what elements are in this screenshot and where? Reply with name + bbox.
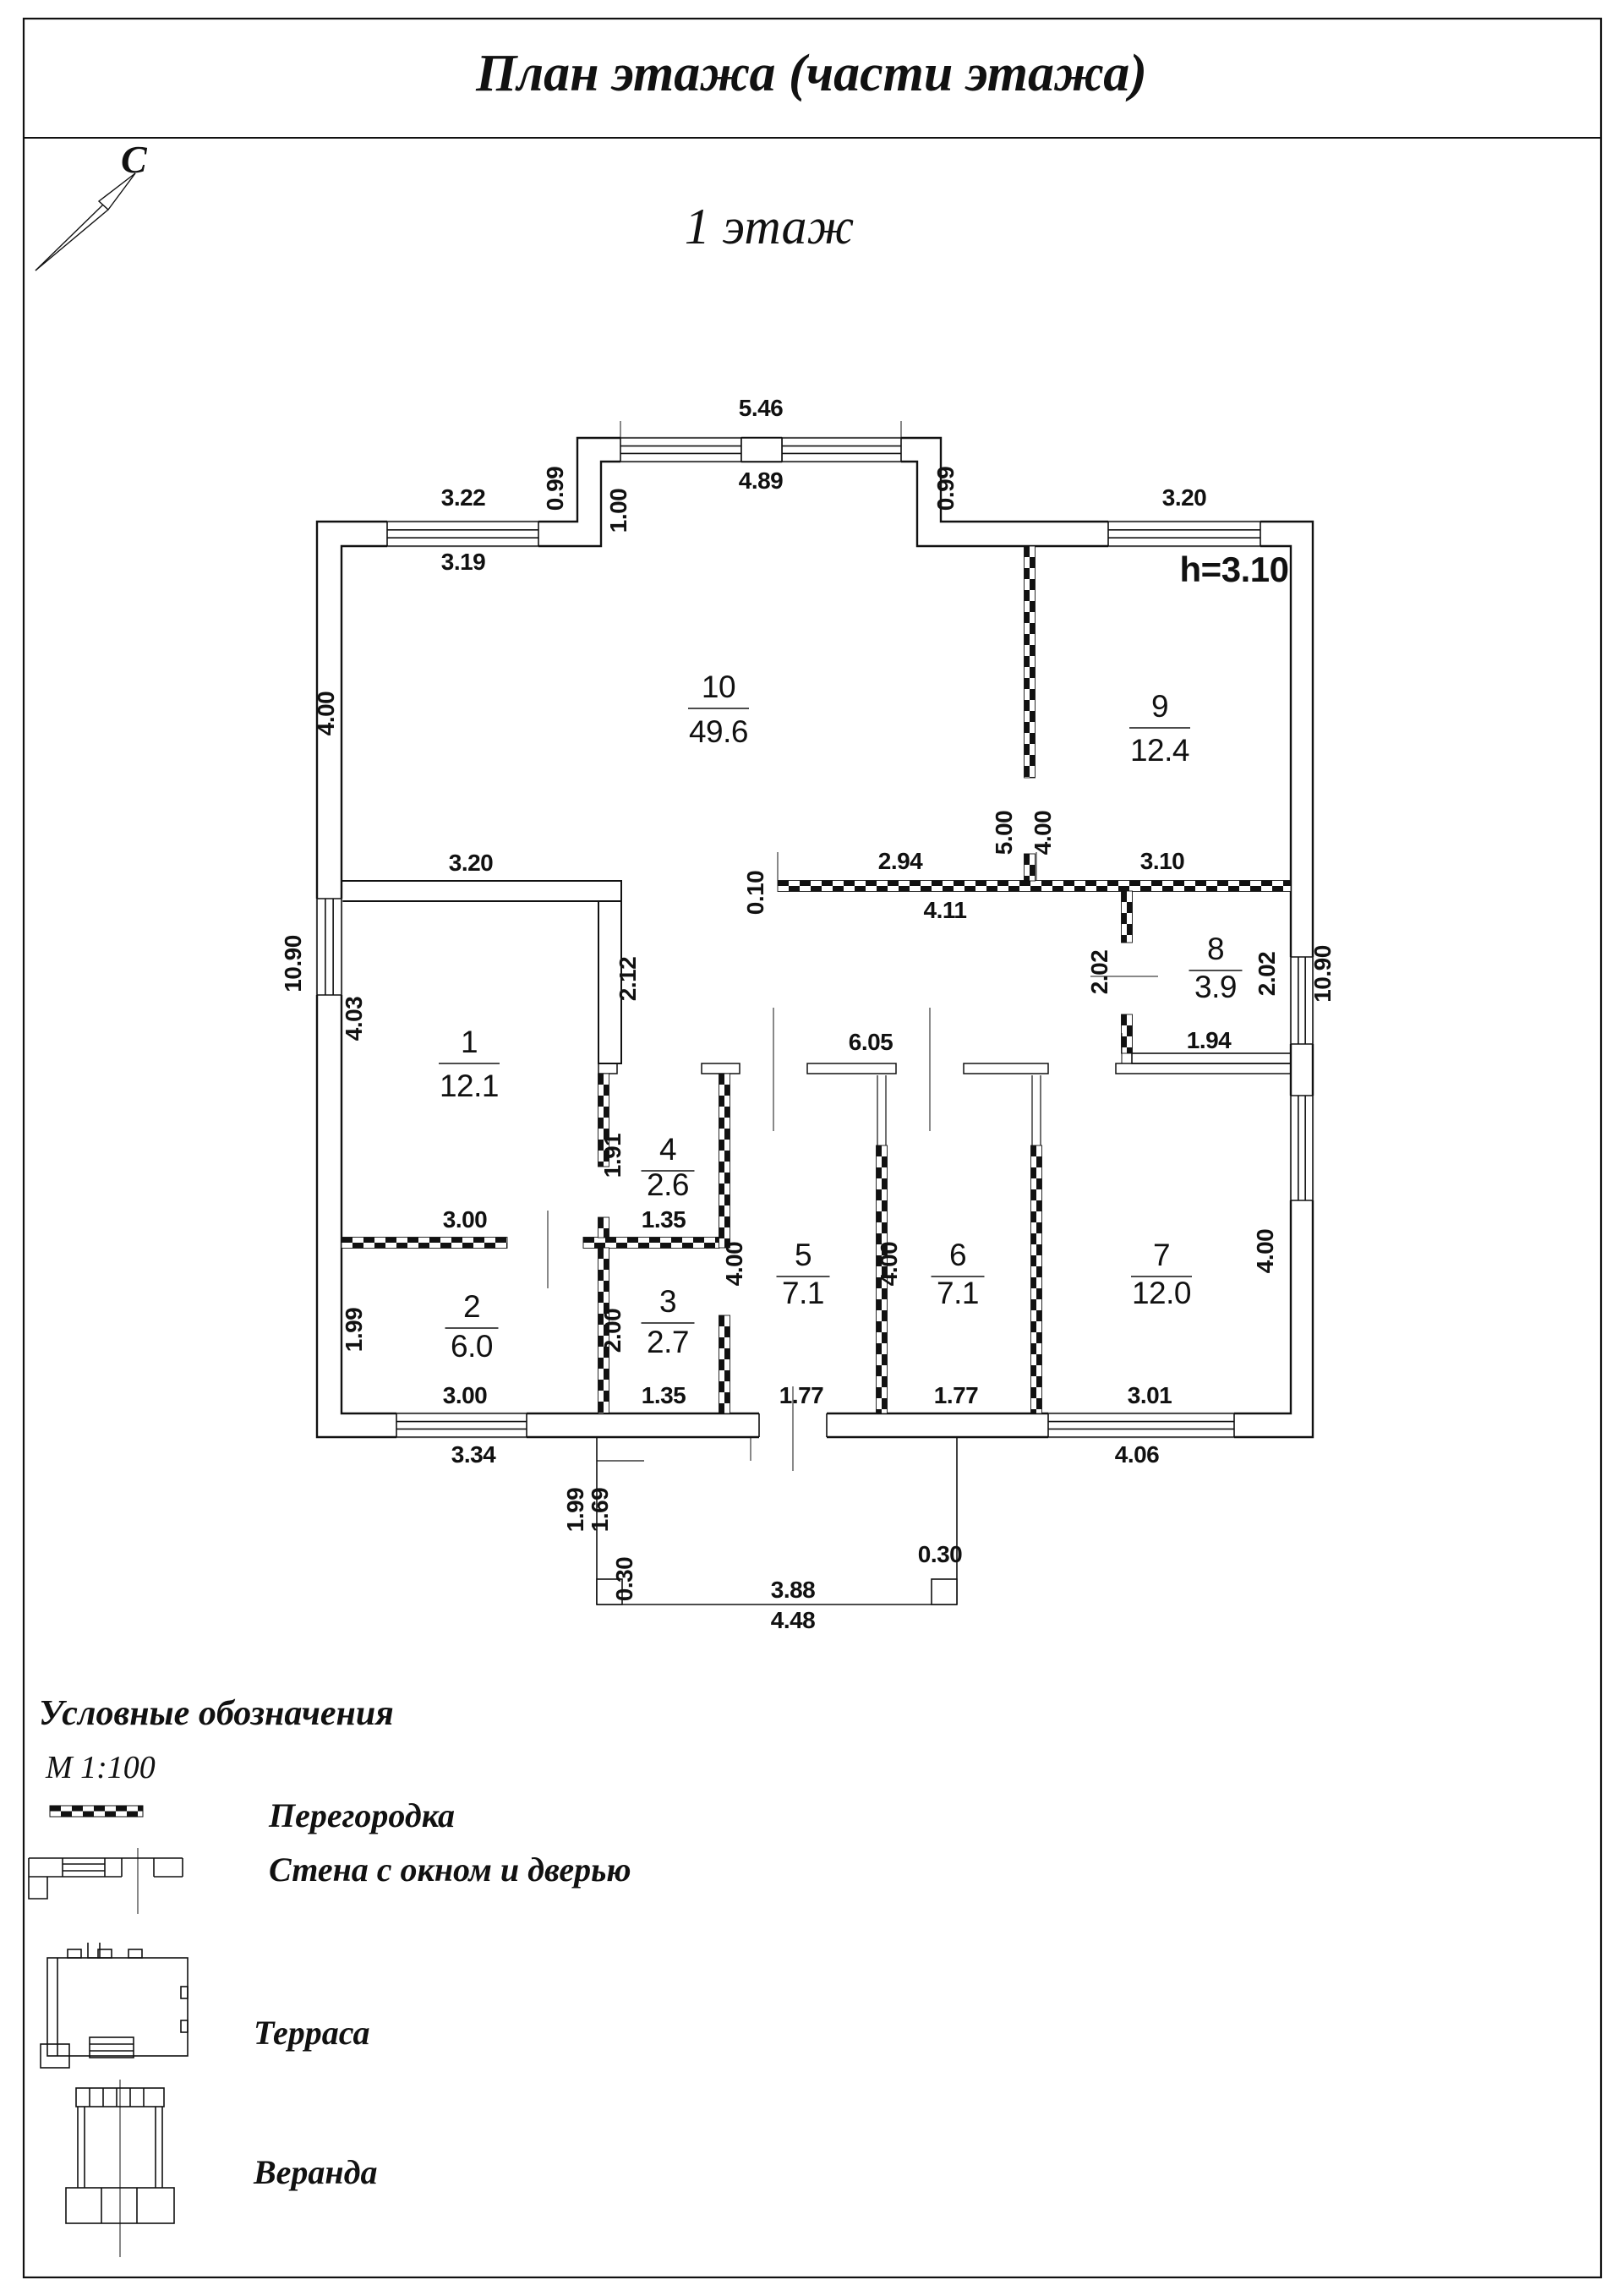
room-number: 2 bbox=[462, 1289, 481, 1324]
interior-wall bbox=[702, 1063, 740, 1074]
dimension-label: 0.99 bbox=[932, 466, 959, 511]
dimension-label: 10.90 bbox=[1309, 945, 1336, 1003]
mask bbox=[316, 899, 343, 995]
dimension-label: 0.10 bbox=[742, 870, 768, 916]
mask bbox=[1108, 521, 1260, 548]
dimension-label: 3.00 bbox=[442, 1206, 488, 1233]
dimension-label: 1.99 bbox=[341, 1307, 367, 1353]
room-number: 8 bbox=[1206, 932, 1225, 966]
room-number: 6 bbox=[948, 1238, 967, 1272]
dimension-label: 3.00 bbox=[442, 1382, 488, 1408]
interior-wall bbox=[1116, 1063, 1291, 1074]
room-area: 49.6 bbox=[688, 714, 749, 749]
dimension-label: 4.89 bbox=[738, 467, 784, 494]
page-title: План этажа (части этажа) bbox=[476, 45, 1147, 102]
dimension-label: 5.46 bbox=[738, 395, 784, 421]
dimension-label: 1.77 bbox=[933, 1382, 979, 1408]
north-label: С bbox=[121, 138, 147, 181]
dimension-label: 1.35 bbox=[641, 1206, 686, 1233]
room-area: 7.1 bbox=[782, 1276, 824, 1310]
wall-window-door-symbol-icon bbox=[22, 1846, 191, 1917]
room-area: 2.7 bbox=[647, 1325, 689, 1359]
dimension-label: 2.12 bbox=[615, 956, 641, 1002]
room-area: 12.4 bbox=[1129, 733, 1190, 768]
dimension-label: 4.00 bbox=[313, 691, 339, 736]
legend-item-wall-window-door: Стена с окном и дверью bbox=[269, 1850, 631, 1889]
room-number: 1 bbox=[460, 1025, 478, 1059]
legend-scale: М 1:100 bbox=[46, 1750, 156, 1785]
room-number: 10 bbox=[701, 670, 736, 704]
dimension-label: 4.00 bbox=[1030, 810, 1056, 856]
outer-wall-inner-face bbox=[342, 462, 1291, 1413]
dimension-label: 3.01 bbox=[1127, 1382, 1172, 1408]
dimension-label: 1.00 bbox=[605, 488, 631, 533]
legend-item-terrace: Терраса bbox=[254, 2014, 370, 2052]
room-number: 7 bbox=[1152, 1238, 1171, 1272]
dimension-label: 3.34 bbox=[451, 1441, 496, 1468]
room-number: 3 bbox=[658, 1284, 677, 1319]
dimension-label: 3.20 bbox=[448, 850, 494, 876]
window-pier bbox=[741, 438, 782, 462]
dimension-label: 4.48 bbox=[770, 1607, 816, 1633]
dimension-label: 1.77 bbox=[779, 1382, 824, 1408]
mask bbox=[620, 437, 741, 463]
dimension-label: 4.03 bbox=[341, 996, 367, 1041]
room-number: 5 bbox=[794, 1238, 812, 1272]
partition-symbol-icon bbox=[49, 1804, 144, 1819]
room-area: 12.1 bbox=[439, 1069, 500, 1103]
mask bbox=[387, 521, 538, 548]
dimension-label: 4.00 bbox=[721, 1241, 747, 1287]
dimension-label: 4.06 bbox=[1114, 1441, 1160, 1468]
room-area: 2.6 bbox=[647, 1167, 689, 1202]
room-area: 7.1 bbox=[937, 1276, 979, 1310]
dimension-label: 4.00 bbox=[876, 1241, 902, 1287]
terrace-symbol-icon bbox=[39, 1943, 208, 2078]
legend-item-veranda: Веранда bbox=[254, 2153, 378, 2191]
dimension-label: 6.05 bbox=[848, 1029, 893, 1055]
dimension-label: 2.02 bbox=[1086, 949, 1112, 995]
veranda-symbol-icon bbox=[61, 2080, 196, 2261]
room-area: 12.0 bbox=[1131, 1276, 1192, 1310]
interior-wall bbox=[342, 881, 621, 901]
room-area: 6.0 bbox=[451, 1329, 493, 1364]
mask bbox=[1048, 1413, 1234, 1439]
dimension-label: 3.19 bbox=[440, 549, 486, 575]
dimension-label: 2.02 bbox=[1254, 951, 1280, 997]
room-area: 3.9 bbox=[1194, 970, 1237, 1004]
dimension-label: 10.90 bbox=[280, 935, 306, 992]
room-number: 4 bbox=[658, 1132, 677, 1167]
interior-wall bbox=[807, 1063, 896, 1074]
ceiling-height-label: h=3.10 bbox=[1179, 549, 1289, 589]
page-border bbox=[24, 19, 1601, 2277]
interior-wall bbox=[964, 1063, 1048, 1074]
dimension-label: 1.99 bbox=[562, 1487, 588, 1533]
dimension-label: 1.69 bbox=[587, 1487, 613, 1533]
porch-post bbox=[932, 1579, 957, 1604]
mask bbox=[782, 437, 901, 463]
dimension-label: 5.00 bbox=[991, 810, 1017, 856]
dimension-label: 1.94 bbox=[1186, 1027, 1232, 1053]
dimension-label: 0.99 bbox=[542, 466, 568, 511]
north-arrow-line bbox=[36, 210, 108, 271]
dimension-label: 0.30 bbox=[917, 1541, 963, 1567]
dimension-label: 3.22 bbox=[440, 484, 486, 511]
mask bbox=[1290, 1096, 1314, 1200]
dimension-label: 4.11 bbox=[923, 897, 967, 923]
mask bbox=[396, 1413, 527, 1439]
floor-subtitle: 1 этаж bbox=[684, 199, 855, 254]
dimension-label: 3.20 bbox=[1161, 484, 1207, 511]
interior-wall bbox=[1132, 1053, 1291, 1063]
dimension-label: 2.00 bbox=[599, 1308, 626, 1353]
dimension-label: 4.00 bbox=[1252, 1228, 1278, 1274]
legend-title: Условные обозначения bbox=[39, 1694, 394, 1733]
room-number: 9 bbox=[1150, 689, 1169, 724]
dimension-label: 3.88 bbox=[770, 1577, 816, 1603]
dimension-label: 3.10 bbox=[1139, 848, 1185, 874]
legend-item-partition: Перегородка bbox=[269, 1796, 455, 1834]
dimension-label: 1.91 bbox=[599, 1133, 626, 1178]
dimension-label: 1.35 bbox=[641, 1382, 686, 1408]
dimension-label: 0.30 bbox=[611, 1556, 637, 1602]
interior-wall bbox=[598, 1063, 617, 1074]
dimension-label: 2.94 bbox=[877, 848, 923, 874]
